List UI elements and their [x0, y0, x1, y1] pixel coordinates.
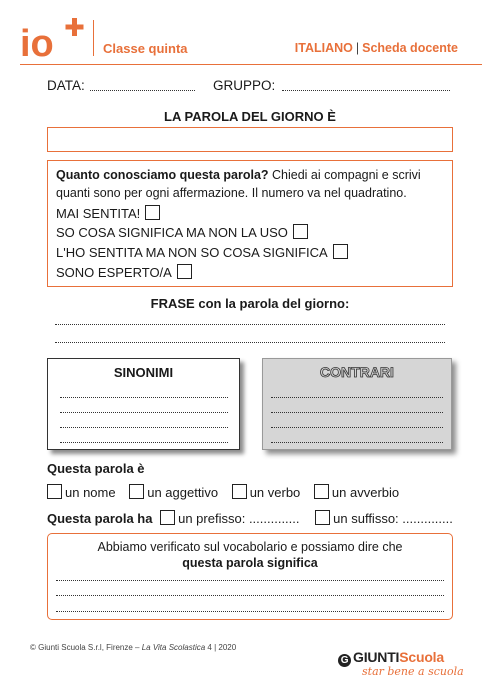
class-label: Classe quinta — [103, 41, 188, 56]
option-label: SONO ESPERTO/A — [56, 265, 172, 280]
option-label: L'HO SENTITA MA NON SO COSA SIGNIFICA — [56, 245, 328, 260]
word-title: LA PAROLA DEL GIORNO È — [164, 109, 336, 124]
copyright-text: © Giunti Scuola S.r.l, Firenze – — [30, 643, 142, 652]
question-bold: Quanto conosciamo questa parola? — [56, 168, 269, 182]
type-label: un verbo — [249, 485, 301, 500]
prefix-label: un prefisso: — [178, 511, 246, 526]
logo-text: io — [20, 23, 54, 60]
synonym-line[interactable] — [60, 412, 228, 413]
suffix-label: un suffisso: — [333, 511, 399, 526]
synonym-line[interactable] — [60, 397, 228, 398]
count-box[interactable] — [145, 205, 160, 220]
antonyms-box — [262, 358, 452, 450]
sentence-title: FRASE con la parola del giorno: — [150, 296, 350, 311]
suffix-dots[interactable]: .............. — [402, 511, 453, 526]
type-label: un avverbio — [331, 485, 400, 500]
meaning-line[interactable] — [56, 595, 444, 596]
option-row — [56, 224, 308, 240]
copyright — [30, 643, 236, 652]
group-line[interactable] — [282, 90, 450, 91]
group-label: GRUPPO: — [213, 78, 276, 93]
magazine-name: La Vita Scolastica — [141, 643, 206, 652]
checkbox[interactable] — [315, 510, 330, 525]
meaning-line[interactable] — [56, 611, 444, 612]
count-box[interactable] — [293, 224, 308, 239]
subject-name: ITALIANO — [294, 41, 353, 55]
antonym-line[interactable] — [271, 427, 443, 428]
antonym-line[interactable] — [271, 412, 443, 413]
g-circle-icon: G — [338, 654, 351, 667]
checkbox[interactable] — [47, 484, 62, 499]
type-label: un aggettivo — [147, 485, 219, 500]
sentence-line[interactable] — [55, 342, 445, 343]
vocab-line2: questa parola significa — [182, 556, 318, 570]
type-label: un nome — [65, 485, 116, 500]
option-row — [56, 244, 348, 260]
sentence-line[interactable] — [55, 324, 445, 325]
word-type-title: Questa parola è — [47, 461, 145, 476]
antonym-line[interactable] — [271, 442, 443, 443]
option-row — [56, 264, 192, 280]
question-box — [47, 160, 453, 287]
subject-label — [295, 41, 458, 55]
checkbox[interactable] — [314, 484, 329, 499]
checkbox[interactable] — [232, 484, 247, 499]
brand-name-accent: Scuola — [399, 649, 444, 665]
antonym-line[interactable] — [271, 397, 443, 398]
option-label: MAI SENTITA! — [56, 206, 141, 221]
word-type-options — [47, 484, 399, 500]
antonyms-title: CONTRARI — [320, 364, 394, 380]
synonyms-box — [47, 358, 240, 450]
date-line[interactable] — [90, 90, 195, 91]
subject-separator: | — [355, 41, 360, 55]
date-label: DATA: — [47, 78, 85, 93]
meaning-line[interactable] — [56, 580, 444, 581]
header-divider — [93, 20, 94, 56]
count-box[interactable] — [333, 244, 348, 259]
header-rule — [20, 64, 482, 65]
checkbox[interactable] — [129, 484, 144, 499]
word-has-title: Questa parola ha — [47, 511, 153, 526]
synonym-line[interactable] — [60, 442, 228, 443]
synonym-line[interactable] — [60, 427, 228, 428]
vocabulary-box — [47, 533, 453, 620]
prefix-dots[interactable]: .............. — [248, 511, 300, 526]
brand-name: GIUNTI — [353, 649, 400, 665]
issue-number: 4 | 2020 — [205, 643, 237, 652]
io-plus-logo — [20, 16, 90, 60]
synonyms-title: SINONIMI — [113, 365, 174, 380]
count-box[interactable] — [177, 264, 192, 279]
option-row — [56, 205, 160, 221]
word-has-row — [47, 510, 453, 526]
question-instructions: Chiedi ai compagni e scrivi quanti sono per ogni affermazione. Il numero va nel quadratino. — [56, 168, 421, 200]
question-text — [56, 166, 448, 202]
option-label: SO COSA SIGNIFICA MA NON LA USO — [56, 225, 288, 240]
checkbox[interactable] — [160, 510, 175, 525]
brand-tagline: star bene a scuola — [362, 665, 464, 678]
doc-type: Scheda docente — [362, 41, 458, 55]
vocab-line1: Abbiamo verificato sul vocabolario e possiamo dire che — [97, 540, 403, 554]
word-input-box[interactable] — [47, 127, 453, 152]
